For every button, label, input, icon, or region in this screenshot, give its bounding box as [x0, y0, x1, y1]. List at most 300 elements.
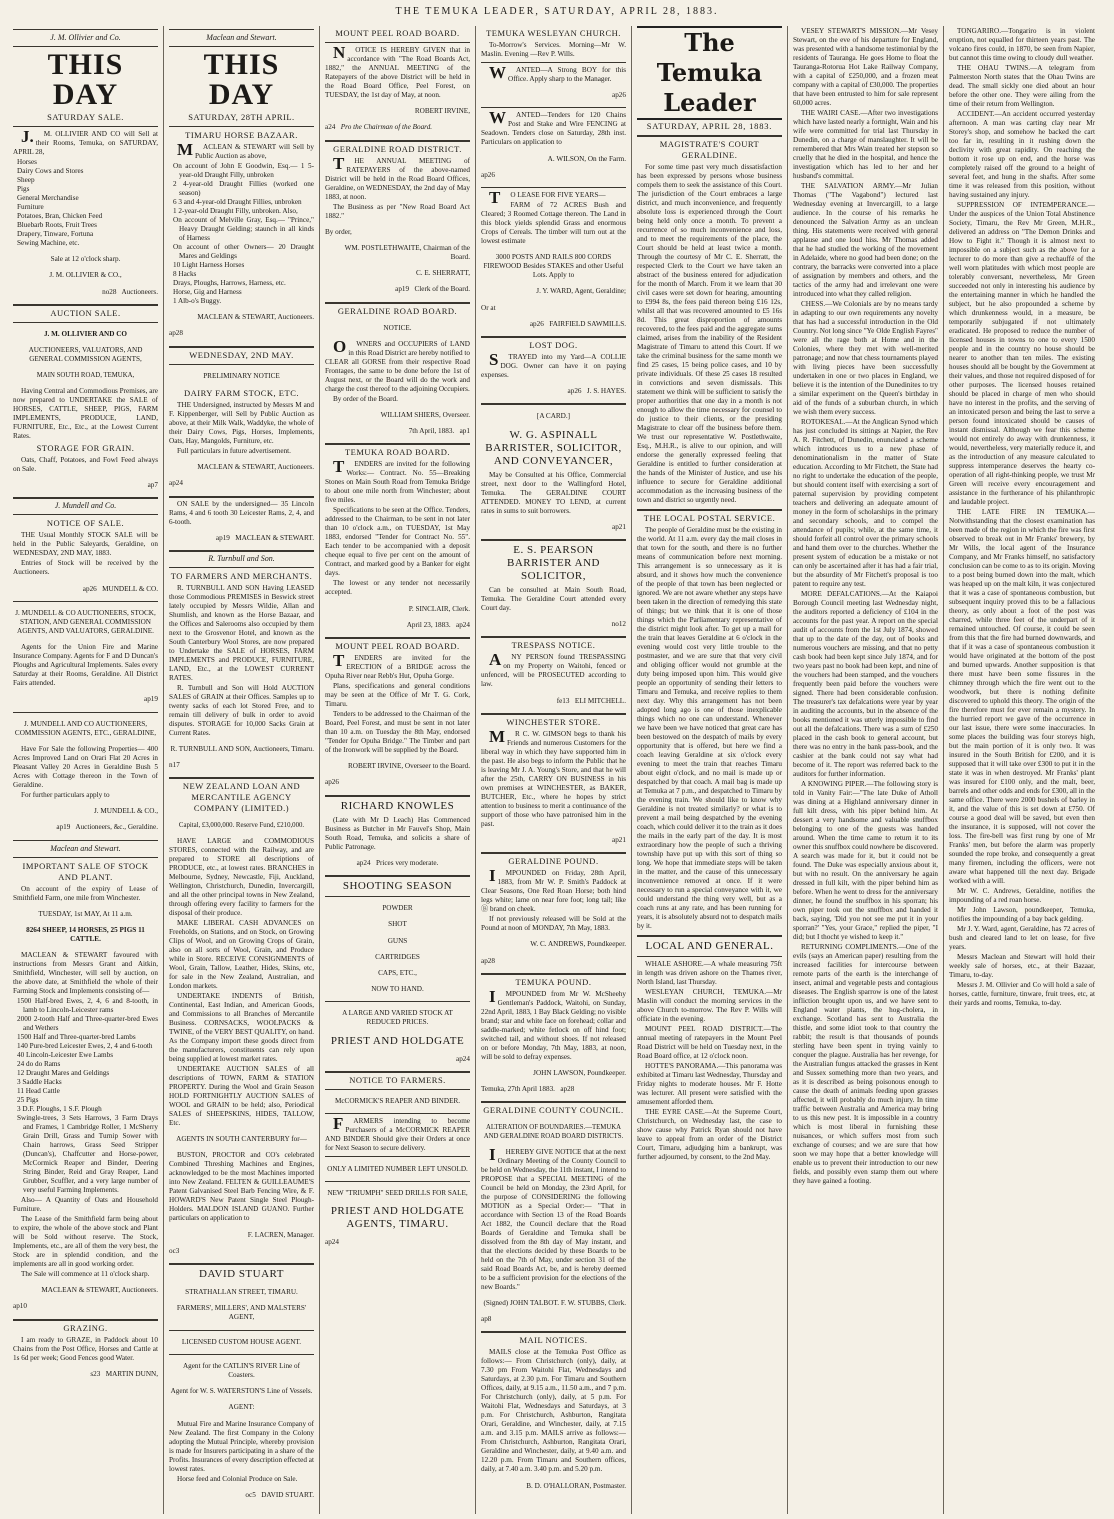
divider-rule	[481, 852, 626, 854]
divider-rule	[325, 1181, 470, 1182]
text-col1-important_list-7: 3 Saddle Hacks	[17, 1078, 62, 1087]
text-col4-gpound_head: GERALDINE POUND.	[508, 856, 599, 867]
text-col3-shooting_list-1: SHOT	[388, 920, 407, 929]
text-col1-code5: ap19	[56, 823, 71, 832]
text-col4-code1: ap26	[612, 91, 626, 100]
column-5	[632, 26, 788, 1514]
divider-rule	[481, 539, 626, 541]
text-col1-important_close: The Lease of the Smithfield farm being about to expire, the whole of the above stock and Plant will be Sold without reserve. The Stock, Implements, etc., are all of them the very best, the Stock are in splendid condition, and the implements are all in good working order.	[13, 1215, 158, 1269]
text-col4-code9: ap28	[481, 956, 495, 965]
divider-rule	[13, 857, 158, 858]
text-col1-mundell2_sig: J. MUNDELL & CO.,	[93, 807, 158, 816]
text-col2-turnbull_body: R. TURNBULL AND SON Having LEASED those Commodious PREMISES in Beswick street lately occupied by Messrs Wildie, Allan and Shumlish, and known as the Horse Bazaar, and the Offices and Salerooms also occupied by them next to the Grosvenor Hotel, and known as the South Canterbury Wool Stores, are now prepared to Undertake the SALE of HORSES, FARM IMPLEMENTS and PRODUCE, FURNITURE, LAND, Etc., at the LOWEST CURRENT RATES.	[169, 583, 314, 682]
text-col6-p5: ROTOKESAL.—At the Anglican Synod which has just concluded its sittings at Napier, the Rev A. R. Fitchett, of Dunedin, enunciated a scheme which introduces us to a new phase of denominationalism in the matter of State education. According to Mr Fitchett, the State had no right to undertake the education of the people, but should content itself with exercising a sort of paternal supervision by providing competent teachers and delivering an adequate amount of money in the form of scholarships in the primary and secondary schools, and to compel the attendance of pupils; while, at the same time, it should forfeit all control over the primary schools and hand them over to the churches. Whether the present system of education be a mistake or not can only be ascertained after it has had a fair trial, but the absurdity of Mr Fitchett's proposal is too patent to require any test.	[793, 418, 938, 588]
text-col1-items-0: Horses	[17, 158, 37, 166]
sale-items-list	[13, 158, 158, 248]
text-col2-list1-8: Drays, Ploughs, Harrows, Harness, etc.	[173, 279, 286, 287]
text-col4-pearson_body: Can be consulted at Main South Road, Temuka. The Geraldine Court attended every Court day.	[481, 586, 626, 612]
text-col3-knowles_prices: Prices very moderate.	[375, 858, 439, 867]
column-6	[788, 26, 944, 1514]
text-col1-mundell2_body: Have For Sale the following Properties— 400 Acres Improved Land on Orari Flat 20 Acres in Pleasant Valley 20 Acres in Geraldine Bush 5 Acres with Cottage thereon in the Town of Geraldine.	[13, 744, 158, 789]
text-col1-important_list-0: 1500 Half-bred Ewes, 2, 4, 6 and 8-tooth, in lamb to Lincoln-Leicester rams	[17, 997, 158, 1015]
text-col5-paper_date: SATURDAY, APRIL 28, 1883.	[646, 121, 773, 131]
text-col3-code7: ap24	[456, 1054, 470, 1063]
text-col3-trb_head: TEMUKA ROAD BOARD.	[344, 447, 451, 458]
text-col1-items-1: Dairy Cows and Stores	[17, 167, 84, 175]
text-col3-mccormick: McCORMICK'S REAPER AND BINDER.	[334, 1097, 461, 1106]
text-col1-items-7: Bluebarb Roots, Fruit Trees	[17, 221, 97, 229]
text-col1-mundell_body: Agents for the Union Fire and Marine Insurance Company. Agents for F and D Duncan's Ploughs and Agricultural Implements. Sales every Saturday at their Rooms, Geraldine. All District Fairs attended.	[13, 643, 158, 688]
text-col6-p7: A KNOWING PIPER.—The following story is told in Vanity Fair:—"The late Duke of Atholl was dining at a Highland anniversary dinner in full kilt dress, with his piper behind him. At dessert a very handsome and valuable snuffbox belonging to one of the guests was handed around. When the time came to return it to its owner this snuffbox could nowhere be discovered. A search was made for it, but it could not be found. The Duke was especially anxious about it, but with no result. On the anniversary he again dressed in full kilt, with the piper behind him as before. When he went to dress for the anniversary dinner, he found the snuffbox in his sporran; his own piper took out the snuffbox and handed it back, saying, 'Did you not see me put it in your sporran?' "Yes, your Grace," replied the piper, "I did; but I thocht ye wished to keep it."	[793, 780, 938, 941]
ad-subtitle: SATURDAY SALE.	[47, 112, 124, 122]
text-col1-important_body2: MACLEAN & STEWART favoured with instructions from Messrs Grant and Aitkin, Smithfield, Winchester, will sell by auction, on the above date, at Smithfield the whole of their Farming Stock and Implements consisting of—	[13, 951, 158, 996]
text-col5-local_p5: THE EYRE CASE.—At the Supreme Court, Christchurch, on Wednesday last, the case to show cause why Patrick Ryan should not have leave to appeal from an order of the District Court, Timaru, adjudging him a bankrupt, was further adjourned, by consent, to the 2nd May.	[637, 1108, 782, 1161]
text-col1-items-3: Pigs	[17, 185, 30, 193]
divider-rule	[481, 713, 626, 715]
text-col1-items-4: General Merchandise	[17, 194, 79, 202]
text-col1-items-9: Sewing Machine, etc.	[17, 239, 80, 247]
text-col3-knowles_head: RICHARD KNOWLES	[340, 799, 455, 812]
text-col2-list1-5: On account of other Owners— 20 Draught Mares and Geldings	[173, 243, 314, 260]
text-col2-intro: MACLEAN & STEWART will Sell by Public Auction as above,	[177, 140, 314, 160]
text-col4-tpound_date: Temuka, 27th April 1883.	[481, 1085, 555, 1094]
text-col1-important_list-11: Swingle-trees, 3 Sets Harrows, 3 Farm Drays and Frames, 1 Cambridge Roller, 1 McSherry Grain Drill, Grass and Turnip Sower with Chain harrows, Grass Seed Stripper (Duncan's), Chaffcutter and Horse-power, McCormick Reaper and Binder, Deering String Binder, Reid and Gray Reaper, Land Grubber, Scuffler, and a very large number of very useful Farming Implements.	[17, 1114, 158, 1195]
text-col1-auction_addr: MAIN SOUTH ROAD, TEMUKA,	[36, 372, 135, 380]
text-col1-auction_head: AUCTION SALE.	[50, 307, 121, 318]
text-col3-shooting_large: A LARGE AND VARIED STOCK AT REDUCED PRICES.	[342, 1009, 453, 1027]
text-col4-winch_head: WINCHESTER STORE.	[506, 716, 601, 727]
text-col1-items-8: Drapery, Tinware, Fortuna	[17, 230, 94, 238]
text-col3-code8: ap24	[325, 1238, 339, 1247]
text-col5-mag_head: MAGISTRATE'S COURT GERALDINE.	[659, 139, 760, 160]
text-col2-dairy: DAIRY FARM STOCK, ETC.	[184, 387, 299, 398]
text-col1-important_list-8: 11 Head Cattle	[17, 1087, 60, 1096]
text-col4-lease_body: FARM of 72 ACRES Bush and Cleared; 3 Roomed Cottage thereon. The Land in this block yields splendid Grass and enormous Crops of Cereals. The timber will turn out at the lowest estimate	[481, 200, 626, 245]
divider-rule	[169, 1354, 314, 1355]
divider-rule	[13, 601, 158, 602]
divider-rule	[169, 29, 314, 30]
text-col4-code5: ap21	[612, 522, 626, 531]
divider-rule	[169, 496, 314, 498]
text-col3-code1: a24	[325, 123, 336, 132]
text-col4-gpound_body: IMPOUNDED on Friday, 28th April, 1883, from Mr W. P. Smith's Paddock at Clear Seasons, One Red Roan Horse; both hind legs white; lame on near fore foot; long tail; like Ⓑ brand on cheek.	[481, 866, 626, 914]
text-col2-nz_body4: UNDERTAKE AUCTION SALES of all descriptions of TOWN, FARM & STATION PROPERTY. During the Wool and Grain Season HOLD FORTNIGHTLY AUCTION SALES of WOOL and GRAIN to be held; also, Periodical SALES of SHEEPSKINS, HIDES, TALLOW, Etc.	[169, 1065, 314, 1128]
text-col3-code5: ap26	[325, 778, 339, 787]
text-block	[169, 534, 314, 543]
text-col3-grb2_body: OWNERS and OCCUPIERS of LAND in this Road District are hereby notified to CLEAR all GORSE from their respective Road Frontages, the same to be done before the 1st of August next, or the Board will do the work and charge the cost thereof to the adjoining Occupiers.	[325, 336, 470, 393]
text-col2-stuart_body: Mutual Fire and Marine Insurance Company of New Zealand. The first Company in the Colony adopting the Mutual Principle, whereby provision is made for Insurers participating in a share of the Profits. Insurances of every description effected at lowest rates.	[169, 1419, 314, 1473]
text-col1-sig: J. M. OLLIVIER & CO.,	[49, 271, 122, 280]
text-col3-mpr_sig2: Pro the Chairman of the Board.	[340, 123, 433, 132]
text-col3-limited: ONLY A LIMITED NUMBER LEFT UNSOLD.	[327, 1164, 468, 1173]
text-col2-code6: oc5	[245, 1490, 256, 1499]
text-col4-lease_head: TO LEASE FOR FIVE YEARS—	[489, 187, 606, 207]
text-col4-wanted2_sig: A. WILSON, On the Farm.	[547, 154, 626, 163]
text-col1-code1: no28	[102, 287, 117, 296]
text-col4-card: [A CARD.]	[536, 412, 571, 421]
newspaper-masthead	[0, 0, 1114, 24]
text-col5-postal_p1: The people of Geraldine must be the existing in the world. At 11 a.m. every day the mail closes in that town for the south, and there is no further means of communication before next morning. This arrangement is so unnecessary as it is absurd, and it shows how much the convenience of the people of that town has been neglected or ignored. We are not aware whether any steps have been taken in the direction of remedying this state of things; but we think that it is one of those things which the Parliamentary representative of the district might look after. To get up a mail for the train that leaves Geraldine at 6 o'clock in the evening would cost very little trouble to the postmaster, and we are sure that that very civil and obliging officer would not grumble at the duty being imposed upon him. This would give people an opportunity of sending their letters to Timaru and Temuka, and receive replies to them next day. Why this arrangement has not been adopted long ago is one of those inexplicable things which no one can understand. Whenever we have been we have noticed that great care has been bestowed on the despatch of mails by every opportunity that is offered, but here we find a coach leaving Geraldine at six o'clock every evening to meet the train that reaches Timaru about eight o'clock, and no mail is made up or despatched by that coach. A mail bag is made up at Temuka at 7 p.m., and despatched to Timaru by the evening train. We should like to know why Geraldine is not treated similarly? or what is to prevent a mail being despatched by the evening coach, which could deliver it to the train as it does the mails in the early part of the day. It is most extraordinary how the people of such a thriving township have put up with this sort of thing so long. We hope that immediate steps will be taken in the matter, and the cause of this unnecessary inconvenience removed at once. If it were necessary to run a special conveyance with it, we could understand the thing very well, but as a coach runs at any rate, and has been running for years, it is absolutely absurd not to despatch mails by it.	[637, 526, 782, 930]
text-col1-sale_time: Sale at 12 o'clock sharp.	[50, 255, 121, 264]
divider-rule	[13, 840, 158, 841]
divider-rule	[325, 896, 470, 897]
text-col1-items-5: Furniture	[17, 203, 44, 211]
text-col2-list1-9: Horse, Gig and Harness	[173, 288, 242, 296]
text-col2-code4: n17	[169, 761, 180, 770]
text-col2-prelim: PRELIMINARY NOTICE	[203, 371, 280, 380]
text-col4-tres_head: TRESPASS NOTICE.	[511, 640, 596, 651]
divider-rule	[481, 1331, 626, 1333]
divider-rule	[481, 973, 626, 975]
text-col7-p7: Mr John Lawson, poundkeeper, Temuka, notifies the impounding of a bay back gelding.	[949, 906, 1095, 923]
text-col2-stuart_more: Horse feed and Colonial Produce on Sale.	[177, 1474, 298, 1483]
text-col4-tpound_body: IMPOUNDED from Mr W. McSheehy Gentleman's Paddock, Waitohi, on Sunday, 22nd April, 1883, 1 Bay Black Gelding; no visible brand; star and white face on forehead; collar and saddle-marked; white fetlock on off hind foot; switched tail, and without shoes. If not released on or before Monday, 7th May, 1883, at noon, will be sold to defray expenses.	[481, 986, 626, 1061]
text-block	[325, 285, 470, 294]
column-1	[8, 26, 164, 1514]
text-col2-list1-0: On account of John E Goodwin, Esq.— 1 5-year-old Draught Filly, unbroken	[173, 162, 314, 179]
divider-rule	[169, 1263, 314, 1265]
divider-rule	[325, 1156, 470, 1157]
text-col4-code10: ap28	[560, 1085, 575, 1094]
text-col3-grb2_head: GERALDINE ROAD BOARD.	[337, 305, 458, 316]
text-col2-nz_capital: Capital, £3,000,000. Reserve Fund, £210,000.	[178, 822, 305, 830]
text-block	[13, 823, 158, 832]
text-col3-grb2_sub: NOTICE.	[383, 323, 412, 332]
divider-rule	[13, 46, 158, 47]
text-col3-triumph: NEW "TRIUMPH" SEED DRILLS FOR SALE,	[327, 1188, 468, 1197]
text-block	[481, 1085, 626, 1094]
text-col3-code3: ap1	[459, 427, 470, 436]
ad-intro: J.M. OLLIVIER AND CO will Sell at their Rooms, Temuka, on SATURDAY, APRIL 28,	[13, 127, 158, 156]
text-block	[325, 427, 470, 436]
text-col3-mpr_body: NOTICE IS HEREBY GIVEN that in accordance with "The Road Boards Act, 1882," the ANNUAL MEETING of the Ratepayers of the above District will be held in the Road Board Office, Peel Forest, on TUESDAY, the 1st day of May, at noon.	[325, 43, 470, 99]
divider-rule	[481, 636, 626, 638]
column-3	[320, 26, 476, 1514]
text-col4-lease_or: Or at	[481, 303, 496, 312]
text-col4-pearson: E. S. PEARSON BARRISTER AND SOLICITOR,	[507, 544, 600, 582]
text-col3-shooting_list-4: CAPS, ETC.,	[378, 968, 417, 977]
text-col1-important_head: IMPORTANT SALE OF STOCK AND PLANT.	[22, 860, 149, 882]
text-col7-p6: Mr W. C. Andrews, Geraldine, notifies the impounding of a red roan horse.	[949, 887, 1095, 904]
text-col3-knowles_body: (Late with Mr D Leach) Has Commenced Business as Butcher in Mr Fauvel's Shop, Main South Road, Temuka, and solicits a share of Public Patronage.	[325, 815, 470, 851]
text-col1-code4: ap19	[144, 695, 158, 704]
text-col2-stuart_agent3: AGENT:	[228, 1403, 255, 1412]
text-col4-spinall_body: May be Consulted at his Office, Commercial street, next door to the Wallingford Hotel, Temuka. The GERALDINE COURT ATTENDED. MONEY TO LEND, at current rates in sums to suit borrowers.	[481, 470, 626, 515]
text-col1-mundell_head: J. MUNDELL & CO AUCTIONEERS, STOCK, STATION, AND GENERAL COMMISSION AGENTS, AND VALUATORS, GERALDINE.	[15, 609, 156, 636]
text-col1-items-6: Potatoes, Bran, Chicken Feed	[17, 212, 103, 220]
text-col1-items-2: Sheep	[17, 176, 35, 184]
text-block	[325, 123, 470, 132]
text-col5-local_p4: HOTTE'S PANORAMA.—This panorama was exhibited at Timaru last Wednesday, Thursday and Friday nights to moderate houses. Mr F. Hotte was lecturer. All present were satisfied with the amusement afforded them.	[637, 1062, 783, 1106]
text-col2-wed_head: WEDNESDAY, 2ND MAY.	[189, 349, 294, 360]
text-col1-code7: s23	[90, 1369, 101, 1378]
text-col5-postal_head: THE LOCAL POSTAL SERVICE.	[643, 513, 776, 523]
text-col3-mpr2_body: TENDERS are invited for the ERECTION of a BRIDGE across the Opuha River near Rebb's Hut, Opuha Gorge.	[325, 651, 470, 680]
divider-rule	[325, 1001, 470, 1002]
text-block	[481, 387, 626, 396]
text-col3-mpr2_sig: ROBERT IRVINE, Overseer to the Board.	[347, 762, 470, 771]
divider-rule	[325, 140, 470, 142]
text-col4-tpound_head: TEMUKA POUND.	[515, 976, 592, 987]
text-col1-important_also: Also— A Quantity of Oats and Household Furniture.	[13, 1196, 158, 1214]
text-col1-important_list-5: 24 do do Rams	[17, 1060, 61, 1069]
text-col1-code2: ap7	[147, 481, 158, 490]
column-4	[476, 26, 632, 1514]
text-col5-local_p2: WESLEYAN CHURCH, TEMUKA.—Mr Maslin will conduct the morning services in the above Church to-morrow. The Rev P. Wills will officiate in the evening.	[637, 988, 782, 1023]
text-col6-p1: VESEY STEWART'S MISSION.—Mr Vesey Stewart, on the eve of his departure for England, was presented with a handsome testimonial by the residents of Tauranga. He goes Home to float the Tauranga-Rotorua Hot Lake Railway Company, with a capital of £250,000, and a frozen meat company with a capital of £30,000. The properties that have been entrusted to him for sale represent 60,000 acres.	[793, 27, 938, 107]
text-col3-mpr_sig: ROBERT IRVINE,	[414, 107, 470, 116]
divider-rule	[169, 46, 314, 47]
text-col3-grb_sig2: C. E. SHERRATT,	[416, 269, 470, 278]
text-col3-farmers_notice: NOTICE TO FARMERS.	[349, 1075, 446, 1085]
text-col1-auction_roles: AUCTIONEERS, VALUATORS, AND GENERAL COMMISSION AGENTS,	[28, 346, 143, 364]
text-block	[325, 859, 470, 868]
text-col4-tres_body: ANY PERSON found TRESPASSING on my Property on Waitohi, fenced or unfenced, will be PROSECUTED according to law.	[481, 650, 626, 689]
text-col2-stuart_addr: STRATHALLAN STREET, TIMARU.	[185, 1288, 298, 1297]
text-col3-pah2: PRIEST AND HOLDGATE AGENTS, TIMARU.	[330, 1205, 465, 1231]
text-col3-trb_date: April 23, 1883.	[406, 620, 451, 629]
text-col1-mundell2_more: For further particulars apply to	[21, 790, 110, 799]
text-col4-code6: no12	[611, 620, 626, 629]
divider-rule	[13, 514, 158, 515]
text-col3-shooting_head: SHOOTING SEASON	[342, 879, 453, 892]
text-col2-nz_body3: UNDERTAKE INDENTS of British, Continental, East Indian, and American Goods, and Commissions to all Branches of Mercantile Business. CORNSACKS, WOOLPACKS & TWINE, of the VERY BEST QUALITY, on hand. As the Company import these goods direct from the manufacturers, constituents can rely upon being supplied at lowest market rates.	[169, 992, 314, 1064]
text-col3-mpr2_head: MOUNT PEEL ROAD BOARD.	[335, 641, 460, 651]
text-col4-code7: fe13	[556, 696, 570, 705]
text-col2-subtitle: SATURDAY, 28TH APRIL.	[188, 112, 295, 122]
text-col2-list1-3: 1 2-year-old Draught Filly, unbroken. Also,	[173, 207, 298, 215]
divider-rule	[13, 304, 158, 306]
text-col2-code2: ap24	[169, 479, 183, 488]
text-col2-sig1: MACLEAN & STEWART, Auctioneers.	[197, 313, 314, 322]
text-col6-p2: THE WAIRI CASE.—After two investigations which have lasted nearly a fortnight, Wain and his wife were committed for trial last Thursday in Dunedin, on a charge of manslaughter. It will be remembered that Mrs Wain treated her stepson so cruelly that he died in the hospital, and hence the investigation which has led to her and her husband's committal.	[793, 109, 938, 180]
text-col1-important_list-2: 1500 Half and Three-quarter-bred Lambs	[17, 1033, 136, 1042]
text-col2-stuart_agent2: Agent for W. S. WATERSTON'S Line of Vessels.	[170, 1387, 313, 1396]
text-col4-mail_head: MAIL NOTICES.	[519, 1335, 588, 1346]
text-col4-wanted2: WANTED—Tenders for 120 Chains Post and Stake and Wire FENCING at Seadown. Tenders close on Saturday, 28th inst. Particulars on application to	[481, 108, 626, 147]
divider-rule	[637, 935, 782, 937]
text-col5-local_p3: MOUNT PEEL ROAD DISTRICT.—The annual meeting of ratepayers in the Mount Peel Road District will be held on Tuesday next, in the Road Board office, at 12 o'clock noon.	[637, 1025, 782, 1060]
text-col1-code3: ap26	[82, 584, 97, 593]
text-col1-important_list-9: 25 Pigs	[17, 1096, 39, 1105]
text-col4-gpound_sig: W. C. ANDREWS, Poundkeeper.	[530, 940, 626, 949]
text-col2-list1-7: 8 Hacks	[173, 270, 197, 278]
divider-rule	[169, 777, 314, 779]
divider-rule	[637, 135, 782, 137]
text-col1-notice_body2: Entries of Stock will be received by the Auctioneers.	[13, 559, 158, 577]
divider-rule	[325, 1071, 470, 1073]
text-col1-notice_sig: MUNDELL & CO.	[102, 584, 158, 593]
text-col4-lost_sig: J. S. HAYES.	[586, 387, 626, 396]
text-col1-storage_body: Oats, Chaff, Potatoes, and Fowl Feed always on Sale.	[13, 456, 158, 474]
text-col1-important_list-6: 12 Draught Mares and Geldings	[17, 1069, 110, 1078]
text-block	[169, 1491, 314, 1500]
text-col7-p10: Messrs J. M. Ollivier and Co will hold a sale of horses, cattle, furniture, tinware, fruit trees, etc, at their yards and rooms, Temuka, to-day.	[949, 981, 1095, 1007]
text-col1-auction_firm: J. M. OLLIVIER AND CO	[43, 329, 128, 338]
text-col4-mail_sig: B. D. O'HALLORAN, Postmaster.	[526, 1481, 626, 1490]
text-col1-grazing_head: GRAZING.	[63, 1322, 108, 1333]
text-col4-lost_body: STRAYED into my Yard—A COLLIE DOG. Owner can have it on paying expenses.	[481, 349, 626, 379]
text-col4-gpound_body2: If not previously released will be Sold at the Pound at noon of MONDAY, 7th May, 1883.	[481, 915, 626, 933]
text-col1-important_body: On account of the expiry of Lease of Smithfield Farm, one mile from Winchester.	[13, 884, 158, 902]
text-col4-winch_body: MR C. W. GIMSON begs to thank his Friends and numerous Customers for the liberal way in which they have supported him in the past. He also begs to inform the Public that he is leaving Mr J. A. Young's Store, and that he will after the 25th, CARRY ON BUSINESS in his own premises at WINCHESTER, as BAKER, BUTCHER, Etc., where he hopes by strict attention to business to merit a continuance of the support of those who have patronised him in the past.	[481, 726, 626, 828]
text-col1-important_list-3: 140 Pure-bred Leicester Ewes, 2, 4 and 6-tooth	[17, 1042, 153, 1051]
text-col3-grb2_by: By order of the Board.	[333, 394, 398, 403]
text-col3-grb_sig3: Clerk of the Board.	[414, 285, 470, 294]
text-col2-turnbull_body2: R. Turnbull and Son will Hold AUCTION SALES of GRAIN at their Offices. Samples up to twenty sacks of each lot Stored Free, and to remain till delivery of bulk in order to avoid disputes. STORAGE for 10,000 Sacks Grain at Current Rates.	[169, 683, 314, 737]
divider-rule	[13, 29, 158, 30]
text-col7-p2: THE OHAU TWINS.—A telegram from Palmerston North states that the Ohau Twins are dead. The small sickly one died about an hour before the other one. They were ailing from the time of their return from Wellington.	[949, 64, 1095, 108]
text-block	[13, 997, 158, 1195]
text-block	[325, 621, 470, 630]
text-col3-trb_body: TENDERS are invited for the following Works:— Contract. No. 55—Breaking Stones on Main South Road from Temuka Bridge to about one mile north from Winchester; about five miles.	[325, 457, 470, 505]
text-col2-list1-2: 6 3 and 4-year-old Draught Fillies, unbroken	[173, 198, 302, 206]
text-col7-p1: TONGARIRO.—Tongariro is in violent eruption, not equalled for thirteen years past. The volcano fires could, in 1870, be seen from Napier, but cannot this time owing to cloudy dull weather.	[949, 27, 1095, 62]
text-col2-firm: Maclean and Stewart.	[206, 33, 277, 42]
divider-rule	[637, 956, 782, 957]
divider-rule	[169, 1330, 314, 1331]
text-col4-tres_sig: ELI MITCHELL.	[574, 696, 626, 705]
divider-rule	[325, 42, 470, 43]
text-col1-firm3: Maclean and Stewart.	[50, 843, 121, 853]
text-block	[13, 585, 158, 594]
text-col3-grb_by: By order,	[325, 227, 352, 236]
text-col5-local_p1: WHALE ASHORE.—A whale measuring 75ft in length was driven ashore on the Thames river, North Island, last Thursday.	[637, 960, 782, 986]
text-col1-mundell2_head: J. MUNDELL AND CO AUCTIONEERS, COMMISSION AGENTS, ETC., GERALDINE,	[14, 719, 157, 737]
divider-rule	[13, 497, 158, 499]
text-block	[481, 697, 626, 706]
text-col1-important_list-10: 3 D.F. Ploughs, 1 S.F. Plough	[17, 1105, 102, 1114]
text-col2-firm2: R. Turnbull and Son.	[208, 553, 275, 563]
text-col3-trb_body2: Specifications to be seen at the Office. Tenders, addressed to the Chairman, to be sent in not later than 10 o'clock a.m., on TUESDAY, 1st May 1883, endorsed "Tender for Contract No. 55". Each tender to be accompanied with a deposit cheque equal to five per cent on the amount of Contract, and marked good by a Banker for eight days.	[325, 506, 470, 578]
text-col2-bazaar: TIMARU HORSE BAZAAR.	[185, 130, 298, 140]
text-col2-nz_body2: MAKE LIBERAL CASH ADVANCES on Freeholds, on Stations, and on Stock, on Growing Clips of Wool, and on Growing Crops of Grain, also on all sorts of Wool, Grain, and Produce while in Store. RECEIVE CONSIGNMENTS of Wool, Grain, Tallow, Leather, Hides, Skins, etc, for sale in the New Zealand, Australian, and London markets.	[169, 919, 314, 991]
text-col2-code1: ap28	[169, 329, 183, 338]
text-col6-p8: RETURNING COMPLIMENTS.—One of the evils (says an American paper) resulting from the increased facilities for intercourse between remote parts of the earth is the interchange of insect, animal and vegetable pests and contagious diseases. The English sparrow is one of the latest infliction brought upon us, and we have sent to England water plants, the hog-cholera, in exchange. Scotland has sent to Australia the thistle, and some idiot took to that country the rabbit; the result is that thousands of pounds sterling have been spent in trying vainly to conquer the plague. Australia has her revenge, for the Australian fungus attacked the grasses in Kent and Sussex something more than two years, and as it is described as being poisonous enough to cause the death of animals feeding upon grasses affected, it will probably do much injury. In time traffic between Australia and America may bring to us this new pest. It is impossible in a country which is most liberal in furnishing these nuisances, or which suffers most from such exchange of courses; and we are sure that how soon we may hope that a better knowledge will enable us to prevent their introduction to our new fields, and possibly even stamp them out where they have gained a footing.	[793, 943, 938, 1185]
divider-rule	[169, 346, 314, 348]
text-col3-mpr2_body3: Tenders to be addressed to the Chairman of the Board, Peel Forest, and must be sent in not later than 10 a.m. on Tuesday the 8th May, endorsed "Tender for Opuha Bridge." The Timber and part of the Ironwork will be supplied by the Board.	[325, 710, 470, 754]
text-col2-nz_body: HAVE LARGE and COMMODIOUS STORES, connected with the Railway, and are prepared to STORE all descriptions of PRODUCE, etc., at lowest rates. BRANCHES in Melbourne, Sydney, Newcastle, Fiji, Auckland, Wellington, Christchurch, Dunedin, Invercargill, and all the other principal towns in New Zealand, through offering every facility to farmers for the disposal of their produce.	[169, 837, 314, 918]
text-col2-dairy_more: Full particulars in future advertisement.	[177, 446, 291, 455]
text-col4-tpound_sig: JOHN LAWSON, Poundkeeper.	[533, 1068, 626, 1077]
text-col1-storage_head: STORAGE FOR GRAIN.	[36, 443, 135, 454]
divider-rule	[481, 336, 626, 338]
divider-rule	[325, 795, 470, 797]
text-col7-p3: ACCIDENT.—An accident occurred yesterday afternoon. A man was carting clay near Mr Storey's shop, and somehow he backed the cart too far in, resulting in it rushing down the declivity with great rapidity. On reaching the bottom it rose up on end, and the horse was completely raised off the ground to a height of several feet, and hung in the shafts. After some time it was released from this position, without having sustained any injury.	[949, 110, 1095, 199]
text-col1-grazing_body: I am ready to GRAZE, in Paddock about 10 Chains from the Post Office, Horses and Cattle at 1s 6d per week; Good Fences good Water.	[13, 1335, 158, 1362]
text-col3-code6: ap24	[356, 858, 371, 867]
text-col4-gcc_sub: ALTERATION OF BOUNDARIES.—TEMUKA AND GERALDINE ROAD BOARD DISTRICTS.	[483, 1124, 624, 1141]
text-col4-gcc_body: IHEREBY GIVE NOTICE that at the next Ordinary Meeting of the County Council to be held on Wednesday, the 11th instant, I intend to PROPOSE that a SPECIAL MEETING of the Council be held on Monday, the 23rd April, for the purpose of CONSIDERING the following MOTION as a Special Order:— "That in accordance with Section 13 of the Road Boards Act 1882, the Council declare that the Road Boards of Geraldine and Temuka shall be dissolved from the 8th day of May instant, and that the elections decided by these Boards to be held on the 7th of May, under section 31 of the said Road Boards Act, be, and is hereby deemed to be a sufficient provision for the elections of the new Boards."	[481, 1144, 626, 1291]
text-col4-gcc_sig: (Signed) JOHN TALBOT. F. W. STUBBS, Clerk.	[483, 1299, 626, 1308]
column-2	[164, 26, 320, 1514]
text-col3-grb2_date: 7th April, 1883.	[408, 427, 455, 436]
text-col3-farmers_body: FARMERS intending to become Purchasers of a McCORMICK REAPER AND BINDER Should give their Orders at once for Next Season to secure delivery.	[325, 1114, 470, 1153]
text-col4-mail_body: MAILS close at the Temuka Post Office as follows:— From Christchurch (only), daily, at 7.30 pm From Waitohi Flat, Wednesdays and Saturdays, at 2.30 p.m. For Timaru and Southern Offices, daily, at 9.15 a.m., 11.50 a.m., and 7 p.m. For Christchurch (only), daily, at 5 p.m. For Waitohi Flat, Wednesdays and Saturdays, at 3 p.m. For Christchurch, Ashburton, Rangitata Orari, Geraldine, and Winchester, daily, at 7.15 a.m. and 3.15 p.m. MAILS arrive as follows:— From Christchurch, Ashburton, Rangitata Orari, Geraldine and Winchester, daily, at 9.40 a.m. and 12.20 p.m. From Timaru and Southern offices, daily, at 7.40 a.m. 3.40 p.m. and 5.20 p.m.	[481, 1348, 626, 1474]
divider-rule	[325, 1113, 470, 1114]
text-col3-grb2_sig: WILLIAM SHIERS, Overseer.	[380, 411, 470, 420]
text-col4-lost_head: LOST DOG.	[529, 339, 578, 350]
text-masthead-text: THE TEMUKA LEADER, SATURDAY, APRIL 28, 1883.	[395, 6, 719, 17]
text-col1-important_summary: 8264 SHEEP, 14 HORSES, 25 PIGS 11 CATTLE.	[26, 925, 145, 943]
divider-rule	[481, 403, 626, 405]
text-col2-sig5: F. LACREN, Manager.	[247, 1230, 314, 1239]
text-col1-mundell2_sig2: Auctioneers, &c., Geraldine.	[75, 823, 158, 832]
text-col3-mpr2_body2: Plans, specifications and general conditions may be seen at the Office of Mr T. G. Cork, Timaru.	[325, 682, 470, 708]
divider-rule	[169, 364, 314, 365]
text-col1-notice_body: THE Usual Monthly STOCK SALE will be held in the Public Saleyards, Geraldine, on WEDNESDAY, 2ND MAY, 1883.	[13, 531, 158, 558]
divider-rule	[169, 550, 314, 552]
ad-title: THIS DAY	[47, 48, 124, 111]
text-col2-list1-10: 1 Alb-o's Buggy.	[173, 297, 222, 305]
divider-rule	[481, 187, 626, 188]
text-col2-sig4: R. TURNBULL AND SON, Auctioneers, Timaru.	[170, 745, 314, 754]
divider-rule	[169, 126, 314, 127]
text-col1-important_list-1: 2000 2-tooth Half and Three-quarter-bred Ewes and Wethers	[17, 1015, 158, 1033]
text-col2-nz_head: NEW ZEALAND LOAN AND MERCANTILE AGENCY COMPANY (LIMITED.)	[182, 781, 301, 814]
advertiser-heading: J. M. Ollivier and Co.	[50, 33, 121, 42]
text-col4-gcc_head: GERALDINE COUNTY COUNCIL.	[483, 1105, 624, 1116]
text-col4-wes_head: TEMUKA WESLEYAN CHURCH.	[486, 28, 621, 38]
text-col3-code2: ap19	[395, 285, 410, 294]
text-col4-spinall: W. G. ASPINALL BARRISTER, SOLICITOR, AND CONVEYANCER,	[485, 428, 622, 467]
text-col4-wes_body: To-Morrow's Services. Morning—Mr W. Maslin. Evening —Rev P. Wills.	[481, 41, 626, 58]
text-col5-mag_p1: For some time past very much dissatisfaction has been expressed by persons whose business compels them to seek the assistance of this Court. The jurisdiction of the Court embraces a large district, and much inconvenience, and frequently absolute loss is experienced through the Court being held only once a month. To prevent a recurrence of so much inconvenience and loss, and to meet the requirements of the place, the Court should be held at least twice a month. Through the courtesy of Mr C. E. Sherratt, the respected Clerk to the Court we have taken an abstract of the business entered for adjudication for the month of March. From it we learn that 30 civil cases were set down for hearing, amounting to £994 8s, the fees paid thereon being £16 12s, whilst all that was recovered amounted to £5 16s 8d. This great disproportion of amounts recovered, to the fees paid and the aggregate sums claimed, arises from the inability of the Resident Magistrate of Timaru to attend this Court. If we take the criminal business for the same month we find 25 cases, 15 being police cases, and 10 by private individuals. Of these 25 cases 18 resulted in convictions and seven dismissals. This statement we think will be sufficient to satisfy the proper authorities that one day in a month is not enough to allow the time necessary for counsel to do justice to their clients, or the presiding Magistrate to clear off the business before them. We trust our representative W. Postlethwaite, Esq., M.H.R., is alive to our opinion, and will endorse the generally expressed feeling that Geraldine is entitled to further consideration at the hands of the Minister of Justice, and use his influence to secure for Geraldine additional accommodation as the increasing business of the town and district so urgently need.	[637, 163, 782, 504]
text-block	[169, 162, 314, 306]
text-col3-shooting_list-0: POWDER	[382, 904, 413, 913]
text-col2-list1-6: 10 Light Harness Horses	[173, 261, 245, 269]
text-col2-agents_head: AGENTS IN SOUTH CANTERBURY for—	[176, 1135, 307, 1144]
text-col4-wanted1: WANTED—A Strong BOY for this Office. Apply sharp to the Manager.	[489, 63, 626, 83]
text-col5-local_head: LOCAL AND GENERAL.	[645, 940, 774, 952]
page-columns	[8, 26, 1106, 1516]
column-7	[944, 26, 1100, 1514]
divider-rule	[13, 1319, 158, 1321]
text-col4-code4: ap26	[567, 387, 582, 396]
text-col1-code6: ap10	[13, 1302, 27, 1311]
text-col2-title: THIS DAY	[203, 48, 280, 111]
text-col4-lease_list: 3000 POSTS AND RAILS 800 CORDS FIREWOOD Besides STAKES and other Useful Lots. Apply to	[483, 253, 624, 280]
text-col3-code4: ap24	[456, 620, 470, 629]
text-col2-farmers_head: TO FARMERS AND MERCHANTS.	[170, 570, 313, 581]
divider-rule	[325, 302, 470, 304]
text-col2-stuart_lic: LICENSED CUSTOM HOUSE AGENT.	[181, 1337, 302, 1346]
text-col1-auction_body: Having Central and Commodious Premises, are now prepared to UNDERTAKE the SALE of HORSES, CATTLE, SHEEP, PIGS, FARM IMPLEMENTS, PRODUCE, LAND, FURNITURE, Etc., Etc., at the Lowest Current Rates.	[13, 387, 158, 441]
text-col3-mpr_head: MOUNT PEEL ROAD BOARD.	[335, 28, 460, 38]
text-col6-p4: CHESS.—We Colonials are by no means tardy in adapting to our own requirements any novelty that has had a successful introduction in the Old Country. Not long since "Ye Olde English Fayres" were all the rage both at Home and in the Colonies, where they met with well-merited patronage; and now that chess tournaments played with living pieces have been successfully undertaken in one or two places in England, we believe it is the intention of the Dunedinites to try a similar experiment on the Queen's birthday in aid of the funds of a suburban church, in which we wish them every success.	[793, 300, 938, 416]
text-col7-p4: SUPPRESSION OF INTEMPERANCE.—Under the auspices of the Union Total Abstinence Society, Timaru, the Rev Mr Green, M.H.R., delivered an address on "The Demon Drinks and How to Fight it." Though it is almost next to impossible on a subject such as the above for a lecturer to do more than give a rechauffé of the well worn platitudes with which most people are tolerably conversant, nevertheless, Mr Green succeeded not only in interesting his audience by the entertaining manner in which he handled the subject, but he also propounded a scheme by which drunkenness would, in a measure, be temporarily subjugated if not ultimately eradicated. He proposed to reduce the number of licensed houses in towns to one to every 1500 people and in the country no house should be nearer to another than ten miles. The existing houses should all be bought by the Government at their values, and those not required disposed of for other purposes. The licensed houses retained should be placed in charge of men who should have no interest in the profits, and the serving of an intoxicated person and being the last to serve a person found intoxicated should be causes of instant dismissal. Although we fear this scheme would not entirely do away with drunkenness, it would, nevertheless, very materially reduce it, and as the introduction of any measure calculated to suppress intemperance deserves the hearty co-operation of all right-thinking people, we trust Mr Green will receive every encouragement and assistance in the furtherance of his philanthropic and laudable project.	[949, 201, 1095, 506]
text-col2-dairy_body: THE Undersigned, instructed by Messrs M and F. Kippenberger, will Sell by Public Auction as above, at their Milk Walk, Waddyke, the whole of their Dairy Cows, Pigs, Horses, Implements, Oats, Hay, Mangolds, Furniture, etc.	[169, 400, 314, 445]
text-col1-grazing_sig: MARTIN DUNN,	[105, 1369, 158, 1378]
text-col1-important_sig: MACLEAN & STEWART, Auctioneers.	[41, 1286, 158, 1295]
text-col1-important_lunch: The Sale will commence at 11 o'clock sharp.	[21, 1270, 150, 1279]
text-col4-code3: ap26	[529, 319, 544, 328]
text-col1-important_date: TUESDAY, 1st MAY, At 11 a.m.	[38, 909, 133, 918]
text-col2-list1-1: 2 4-year-old Draught Fillies (worked one season)	[173, 180, 314, 197]
text-col7-p5: THE LATE FIRE IN TEMUKA.—Notwithstanding that the closest examination has been made of the region in which the fire was first observed to break out in Mr Franks' brewery, by Mr Wills, the local agent of the Insurance Company, and Mr Franks himself, no satisfactory conclusion can be come to as to its origin. Moving to a post being burned down into the malt, which was heaped up on the malt kiln, it was conjectured that it was a case of spontaneous combustion, but subsequent inquiry proved this to be a fallacious theory, as only about a foot of the post was charred, while three feet of the underpart of it remained untouched. Of course, it could be seen from this that the fire had burned downwards, and that if it was a case of spontaneous combustion it would have originated at the bottom of the post and burned upwards. Another supposition is that there must have been some fissures in the chimney through which the fire went out to the woodwork, but there is nothing definite discovered to uphold this theory. The origin of the fire therefore must for ever remain a mystery. In the hurried report we gave of the occurrence in our last issue, there were some inaccuracies. In some places the building was four storeys high, but the main portion of it is only two. It was insured in the South British for £200, and it is supposed that it will take over £300 to put it in the state it was in when destroyed. Mr Franks' plant was insured for £100 only, and the malt, beer, barrels and other odds and ends for £300, all in the same office. There were 2000 bushels of barley in it, and the value of this is set down at £750. Of course a good deal will be saved, but even then the insurance, it is supposed, will not cover the loss. The fire-bell was first rung by one of Mr Franks' men, but before the alarm was properly sounded the rope broke, and consequently a great many firemen, including the officers, were not aware what happened till the next day. Brigade worked with a will.	[949, 508, 1095, 885]
text-col2-code5: oc3	[169, 1246, 180, 1255]
text-col2-list1-4: On account of Melville Gray, Esq.— "Prince," Heavy Draught Gelding; staunch in all kinds of Harness	[173, 216, 314, 242]
text-col6-p6: MORE DEFALCATIONS.—At the Kaiapoi Borough Council meeting last Wednesday night, the auditors reported a deficiency of £104 in the accounts for the past year. A report on the special audit of accounts from the 1st July 1874, showed that up to the date of the day, out of books and numerous vouchers are missing, and that no petty cash book had been kept since July 1874, and for two years past no book had been kept, and nine of the vouchers had been stamped, and the vouchers frequently been paid before the vouchers were signed. There had been considerable confusion. The treasurer's tax defalcations were year by year in auditing the accounts, but in the absence of the books mentioned it was utterly impossible to find out all the defalcations. There was a sum of £250 placed in the cash book to general account, but there was no entry in the bank pass-book, and the cashier at the bank could not say what had become of it. The report was referred back to the auditors for further information.	[793, 590, 938, 778]
text-col4-code11: ap8	[481, 1315, 492, 1324]
divider-rule	[481, 1101, 626, 1103]
divider-rule	[325, 875, 470, 877]
divider-rule	[325, 1089, 470, 1090]
text-col3-grb_head: GERALDINE ROAD DISTRICT.	[333, 143, 462, 154]
divider-rule	[13, 712, 158, 713]
text-col2-agents_body: BUSTON, PROCTOR and CO's celebrated Combined Threshing Machines and Engines, acknowledged to be the most Machines imported into New Zealand. FELTEN & GUILLEAUME'S Patent Galvanised Steel Barb Fencing Wire, & F. HOWARD'S New Patent Single Steel Plough-Holders. MALDON ISLAND GUANO. Further particulars on application to	[169, 1151, 314, 1223]
text-col1-important_list-4: 40 Lincoln-Leicester Ewe Lambs	[17, 1051, 113, 1060]
